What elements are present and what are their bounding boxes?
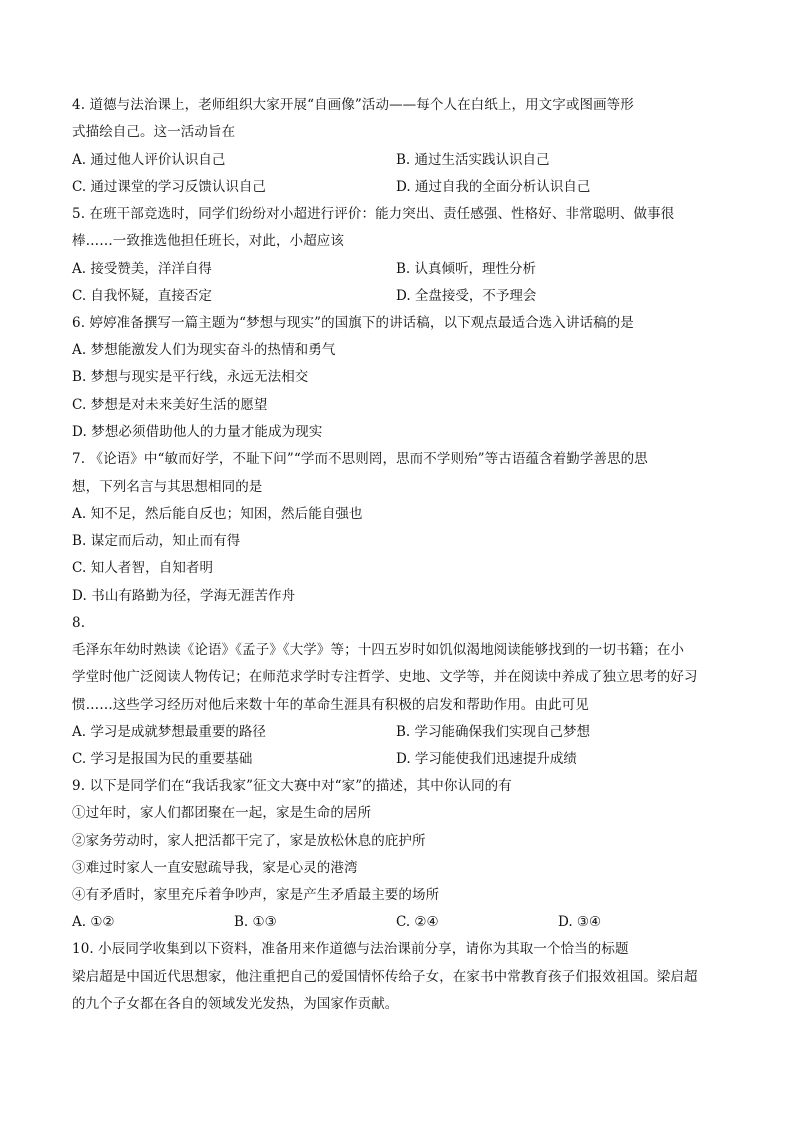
q5-option-a: A. 接受赞美，洋洋自得 bbox=[72, 261, 212, 277]
q10-stem: 10. 小辰同学收集到以下资料，准备用来作道德与法治课前分享，请你为其取一个恰当的标题 bbox=[72, 941, 629, 957]
q4-stem-line2: 式描绘自己。这一活动旨在 bbox=[72, 124, 236, 140]
q8-option-a: A. 学习是成就梦想最重要的路径 bbox=[72, 724, 266, 740]
q4-option-d: D. 通过自我的全面分析认识自己 bbox=[396, 179, 591, 195]
q7-option-d: D. 书山有路勤为径，学海无涯苦作舟 bbox=[72, 588, 296, 604]
q10-passage-line1: 梁启超是中国近代思想家，他注重把自己的爱国情怀传给子女，在家书中常教育孩子们报效祖国。梁启超 bbox=[72, 969, 698, 985]
q9-option-a: A. ①② bbox=[72, 914, 115, 930]
q5-stem-line1: 5. 在班干部竞选时，同学们纷纷对小超进行评价：能力突出、责任感强、性格好、非常聪明、做事很 bbox=[72, 206, 675, 222]
q7-option-b: B. 谋定而后动，知止而有得 bbox=[72, 533, 241, 549]
q4-stem-line1: 4. 道德与法治课上，老师组织大家开展“自画像”活动——每个人在白纸上，用文字或图画等形 bbox=[72, 97, 634, 113]
q6-option-b: B. 梦想与现实是平行线，永远无法相交 bbox=[72, 369, 309, 385]
q4-option-a: A. 通过他人评价认识自己 bbox=[72, 152, 226, 168]
q8-option-c: C. 学习是报国为民的重要基础 bbox=[72, 751, 253, 767]
q9-option-d: D. ③④ bbox=[558, 914, 602, 930]
q9-option-b: B. ①③ bbox=[234, 914, 277, 930]
q8-option-b: B. 学习能确保我们实现自己梦想 bbox=[396, 724, 591, 740]
q5-option-c: C. 自我怀疑，直接否定 bbox=[72, 288, 212, 304]
q9-stem: 9. 以下是同学们在“我话我家”征文大赛中对“家”的描述，其中你认同的有 bbox=[72, 778, 512, 794]
q9-statement-1: ①过年时，家人们都团聚在一起，家是生命的居所 bbox=[72, 805, 372, 821]
q8-number: 8. bbox=[72, 615, 86, 631]
q8-passage-line2: 学堂时他广泛阅读人物传记；在师范求学时专注哲学、史地、文学等，并在阅读中养成了独立思考的好习 bbox=[72, 669, 698, 685]
q9-statement-4: ④有矛盾时，家里充斥着争吵声，家是产生矛盾最主要的场所 bbox=[72, 887, 440, 903]
q10-passage-line2: 的九个子女都在各自的领域发光发热，为国家作贡献。 bbox=[72, 996, 399, 1012]
q8-passage-line1: 毛泽东年幼时熟读《论语》《孟子》《大学》等；十四五岁时如饥似渴地阅读能够找到的一切书籍；在小 bbox=[72, 642, 685, 658]
q4-option-c: C. 通过课堂的学习反馈认识自己 bbox=[72, 179, 266, 195]
q9-option-c: C. ②④ bbox=[396, 914, 439, 930]
q6-option-a: A. 梦想能激发人们为现实奋斗的热情和勇气 bbox=[72, 342, 336, 358]
q8-option-d: D. 学习能使我们迅速提升成绩 bbox=[396, 751, 577, 767]
q9-statement-2: ②家务劳动时，家人把活都干完了，家是放松休息的庇护所 bbox=[72, 833, 426, 849]
q7-option-a: A. 知不足，然后能自反也；知困，然后能自强也 bbox=[72, 506, 363, 522]
q8-passage-line3: 惯……这些学习经历对他后来数十年的革命生涯具有积极的启发和帮助作用。由此可见 bbox=[72, 697, 589, 713]
q6-option-c: C. 梦想是对未来美好生活的愿望 bbox=[72, 397, 268, 413]
q6-stem: 6. 婷婷准备撰写一篇主题为“梦想与现实”的国旗下的讲话稿，以下观点最适合选入讲话稿的是 bbox=[72, 315, 634, 331]
q5-stem-line2: 棒……一致推选他担任班长，对此，小超应该 bbox=[72, 233, 344, 249]
q9-statement-3: ③难过时家人一直安慰疏导我，家是心灵的港湾 bbox=[72, 860, 358, 876]
q5-option-d: D. 全盘接受，不予理会 bbox=[396, 288, 537, 304]
q7-option-c: C. 知人者智，自知者明 bbox=[72, 560, 214, 576]
q6-option-d: D. 梦想必须借助他人的力量才能成为现实 bbox=[72, 424, 323, 440]
q5-option-b: B. 认真倾听，理性分析 bbox=[396, 261, 537, 277]
q4-option-b: B. 通过生活实践认识自己 bbox=[396, 152, 550, 168]
q7-stem-line1: 7. 《论语》中“敏而好学，不耻下问”“学而不思则罔，思而不学则殆”等古语蕴含着勤学善思的思 bbox=[72, 451, 648, 467]
q7-stem-line2: 想，下列名言与其思想相同的是 bbox=[72, 479, 263, 495]
